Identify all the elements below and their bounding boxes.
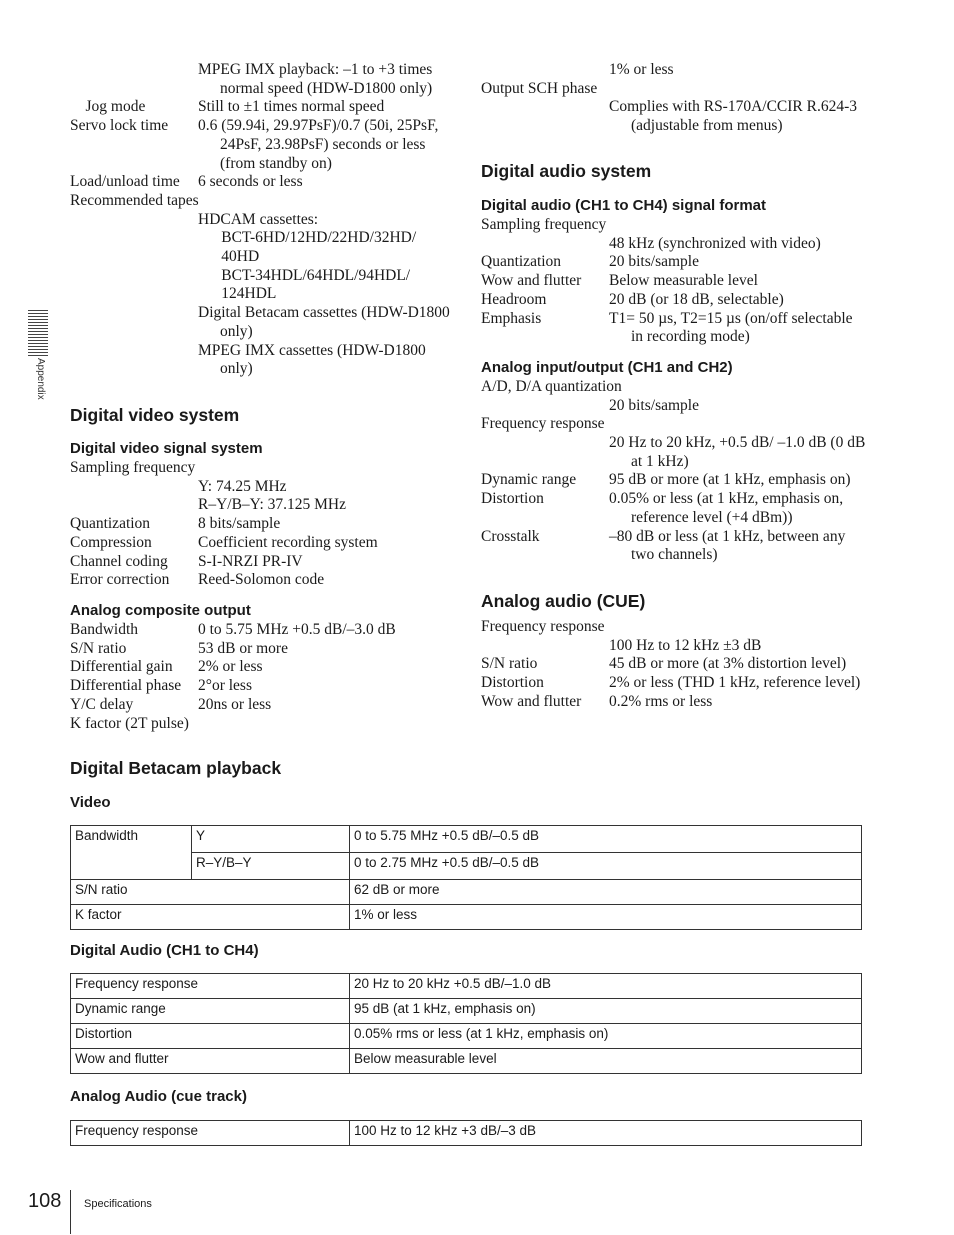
spec-label: Sampling frequency [70, 459, 196, 476]
footer-divider [70, 1190, 71, 1234]
table-cell: Frequency response [71, 974, 350, 999]
spec-row [70, 553, 450, 572]
spec-value: 2% or less (THD 1 kHz, reference level) [609, 674, 861, 692]
subheading-video: Video [70, 794, 111, 811]
digital-audio-format-specs [481, 216, 866, 347]
spec-row [481, 98, 866, 135]
subheading-analog-composite-output: Analog composite output [70, 602, 251, 619]
spec-row [481, 490, 866, 527]
table-cell: 95 dB (at 1 kHz, emphasis on) [350, 999, 862, 1024]
spec-value: 1% or less [609, 61, 674, 78]
spec-row [70, 534, 450, 553]
spec-value: HDCAM cassettes: [198, 210, 319, 228]
table-cell: K factor [71, 905, 350, 930]
table-cell: 100 Hz to 12 kHz +3 dB/–3 dB [350, 1121, 862, 1146]
spec-row [70, 478, 450, 497]
spec-label: Load/unload time [70, 173, 180, 191]
spec-value: 2°or less [198, 677, 252, 695]
spec-value: 6 seconds or less [198, 173, 303, 191]
spec-row [70, 515, 450, 534]
spec-value: S-I-NRZI PR-IV [198, 552, 303, 570]
spec-value: BCT-34HDL/64HDL/94HDL/ [198, 266, 411, 284]
spec-label: Bandwidth [70, 621, 139, 638]
spec-value: 8 bits/sample [198, 515, 281, 533]
subheading-digital-video-signal-system: Digital video signal system [70, 440, 263, 457]
table-row [71, 1024, 862, 1049]
table-cell: Distortion [71, 1024, 350, 1049]
table-cell: 62 dB or more [350, 880, 862, 905]
spec-label: Wow and flutter [481, 272, 582, 290]
spec-label: Output SCH phase [481, 79, 598, 97]
spec-value: 0 to 5.75 MHz +0.5 dB/–3.0 dB [198, 621, 396, 638]
table-cell: Below measurable level [350, 1049, 862, 1074]
spec-label: Distortion [481, 674, 544, 692]
table-cell: 0.05% rms or less (at 1 kHz, emphasis on) [350, 1024, 862, 1049]
spec-value: 20 bits/sample [609, 253, 699, 271]
table-cell: Frequency response [71, 1121, 350, 1146]
table-cell: 20 Hz to 20 kHz +0.5 dB/–1.0 dB [350, 974, 862, 999]
table-cell: R–Y/B–Y [192, 853, 350, 880]
spec-value: 2% or less [198, 658, 263, 676]
spec-row [70, 677, 450, 696]
spec-value: 53 dB or more [198, 639, 288, 657]
spec-row [70, 696, 450, 715]
spec-label: Wow and flutter [481, 692, 582, 710]
analog-composite-output-specs [70, 621, 450, 733]
heading-analog-audio-cue: Analog audio (CUE) [481, 591, 646, 611]
spec-row [70, 459, 450, 478]
subheading-digital-audio-ch1-ch4: Digital Audio (CH1 to CH4) [70, 942, 259, 959]
spec-row [481, 216, 866, 235]
spec-row [481, 693, 866, 712]
spec-row [70, 267, 450, 286]
spec-value: Reed-Solomon code [198, 571, 325, 589]
table-cell: Y [192, 826, 350, 853]
table-row [71, 999, 862, 1024]
spec-row [70, 621, 450, 640]
spec-label: K factor (2T pulse) [70, 714, 189, 732]
spec-row [481, 378, 866, 397]
sidebar-section-label: Appendix [35, 358, 46, 400]
table-cell: Dynamic range [71, 999, 350, 1024]
spec-row [481, 272, 866, 291]
heading-digital-audio-system: Digital audio system [481, 161, 652, 181]
cue-track-table [70, 1120, 862, 1146]
spec-row [70, 658, 450, 677]
spec-row [481, 655, 866, 674]
spec-row [481, 434, 866, 471]
spec-row [70, 61, 450, 98]
heading-digital-video-system: Digital video system [70, 405, 240, 425]
table-row [71, 974, 862, 999]
spec-label: Compression [70, 533, 152, 551]
digital-audio-table [70, 973, 862, 1074]
spec-value: Coefficient recording system [198, 533, 378, 551]
spec-label: Y/C delay [70, 695, 134, 713]
spec-label: Quantization [481, 253, 562, 271]
right-top-specs [481, 61, 866, 136]
subheading-analog-audio-cue-track: Analog Audio (cue track) [70, 1088, 247, 1105]
spec-label: Quantization [70, 515, 151, 533]
spec-value: –80 dB or less (at 1 kHz, between any two channels) [609, 527, 846, 564]
spec-value: 20 bits/sample [609, 396, 699, 414]
spec-value: 0.05% or less (at 1 kHz, emphasis on, reference level (+4 dBm)) [609, 490, 844, 526]
spec-value: 40HD [198, 248, 260, 266]
spec-row [70, 248, 450, 267]
spec-label: Jog mode [70, 98, 146, 116]
spec-label: Crosstalk [481, 527, 540, 545]
spec-label: Distortion [481, 490, 544, 508]
spec-label: Channel coding [70, 552, 168, 570]
spec-row [70, 304, 450, 341]
spec-row [481, 310, 866, 347]
spec-row [481, 415, 866, 434]
spec-label: Headroom [481, 290, 547, 308]
spec-value: 100 Hz to 12 kHz ±3 dB [609, 636, 762, 654]
spec-value: 95 dB or more (at 1 kHz, emphasis on) [609, 471, 851, 489]
spec-value: MPEG IMX playback: –1 to +3 times normal speed (HDW-D1800 only) [198, 61, 433, 97]
table-row [71, 880, 862, 905]
spec-value: Y: 74.25 MHz [198, 477, 287, 495]
spec-value: Digital Betacam cassettes (HDW-D1800 only) [198, 304, 450, 340]
section-tab-marker [28, 310, 48, 356]
spec-value: 20ns or less [198, 695, 272, 713]
spec-row [70, 192, 450, 211]
spec-row [70, 211, 450, 230]
spec-row [481, 253, 866, 272]
video-spec-table [70, 825, 862, 930]
spec-label: A/D, D/A quantization [481, 378, 622, 395]
spec-row [70, 715, 450, 734]
spec-value: 45 dB or more (at 3% distortion level) [609, 655, 847, 673]
spec-row [481, 61, 866, 80]
spec-label: Differential gain [70, 658, 173, 676]
spec-label: Dynamic range [481, 471, 577, 489]
spec-row [481, 471, 866, 490]
spec-value: R–Y/B–Y: 37.125 MHz [198, 496, 346, 514]
spec-value: 20 dB (or 18 dB, selectable) [609, 290, 784, 308]
spec-row [481, 674, 866, 693]
spec-label: Error correction [70, 571, 170, 589]
table-cell: 0 to 5.75 MHz +0.5 dB/–0.5 dB [350, 826, 862, 853]
table-cell: Wow and flutter [71, 1049, 350, 1074]
page-number: 108 [28, 1190, 62, 1212]
left-top-specs [70, 61, 450, 379]
spec-row [70, 342, 450, 379]
subheading-digital-audio-signal-format: Digital audio (CH1 to CH4) signal format [481, 197, 767, 214]
analog-audio-cue-specs [481, 618, 866, 712]
spec-row [481, 637, 866, 656]
spec-label: S/N ratio [70, 639, 127, 657]
spec-label: Recommended tapes [70, 191, 199, 209]
table-row [71, 826, 862, 853]
digital-video-signal-specs [70, 459, 450, 590]
spec-value: BCT-6HD/12HD/22HD/32HD/ [198, 229, 417, 247]
table-row [71, 905, 862, 930]
spec-label: Differential phase [70, 677, 182, 695]
spec-row [481, 235, 866, 254]
table-row [71, 1121, 862, 1146]
spec-row [481, 291, 866, 310]
spec-value: 20 Hz to 20 kHz, +0.5 dB/ –1.0 dB (0 dB at 1 kHz) [609, 434, 866, 470]
spec-row [70, 496, 450, 515]
spec-row [70, 229, 450, 248]
spec-label: Frequency response [481, 618, 605, 635]
spec-label: Sampling frequency [481, 216, 607, 233]
spec-row [70, 640, 450, 659]
spec-value: Complies with RS-170A/CCIR R.624-3 (adjustable from menus) [609, 98, 858, 135]
spec-row [481, 528, 866, 565]
footer-section-name: Specifications [84, 1198, 152, 1210]
spec-label: S/N ratio [481, 655, 538, 673]
table-cell: Bandwidth [71, 826, 192, 880]
spec-row [70, 98, 450, 117]
spec-label: Frequency response [481, 415, 605, 433]
spec-row [481, 397, 866, 416]
spec-value: 0.6 (59.94i, 29.97PsF)/0.7 (50i, 25PsF, 24PsF, 23.98PsF) seconds or less (from standby on) [198, 117, 439, 172]
spec-row [481, 618, 866, 637]
table-cell: S/N ratio [71, 880, 350, 905]
spec-row [70, 285, 450, 304]
spec-value: 124HDL [198, 285, 277, 303]
spec-value: T1= 50 µs, T2=15 µs (on/off selectable in recording mode) [609, 309, 853, 346]
spec-value: 0.2% rms or less [609, 692, 713, 710]
table-row [71, 1049, 862, 1074]
spec-value: Below measurable level [609, 272, 758, 290]
spec-value: Still to ±1 times normal speed [198, 98, 385, 116]
heading-digital-betacam-playback: Digital Betacam playback [70, 758, 282, 778]
table-cell: 0 to 2.75 MHz +0.5 dB/–0.5 dB [350, 853, 862, 880]
spec-label: Emphasis [481, 309, 542, 327]
spec-row [481, 80, 866, 99]
spec-label: Servo lock time [70, 117, 169, 135]
table-cell: 1% or less [350, 905, 862, 930]
spec-row [70, 571, 450, 590]
spec-value: MPEG IMX cassettes (HDW-D1800 only) [198, 341, 426, 378]
spec-row [70, 173, 450, 192]
spec-row [70, 117, 450, 173]
subheading-analog-input-output: Analog input/output (CH1 and CH2) [481, 359, 733, 376]
spec-value: 48 kHz (synchronized with video) [609, 234, 821, 252]
analog-io-specs [481, 378, 866, 565]
